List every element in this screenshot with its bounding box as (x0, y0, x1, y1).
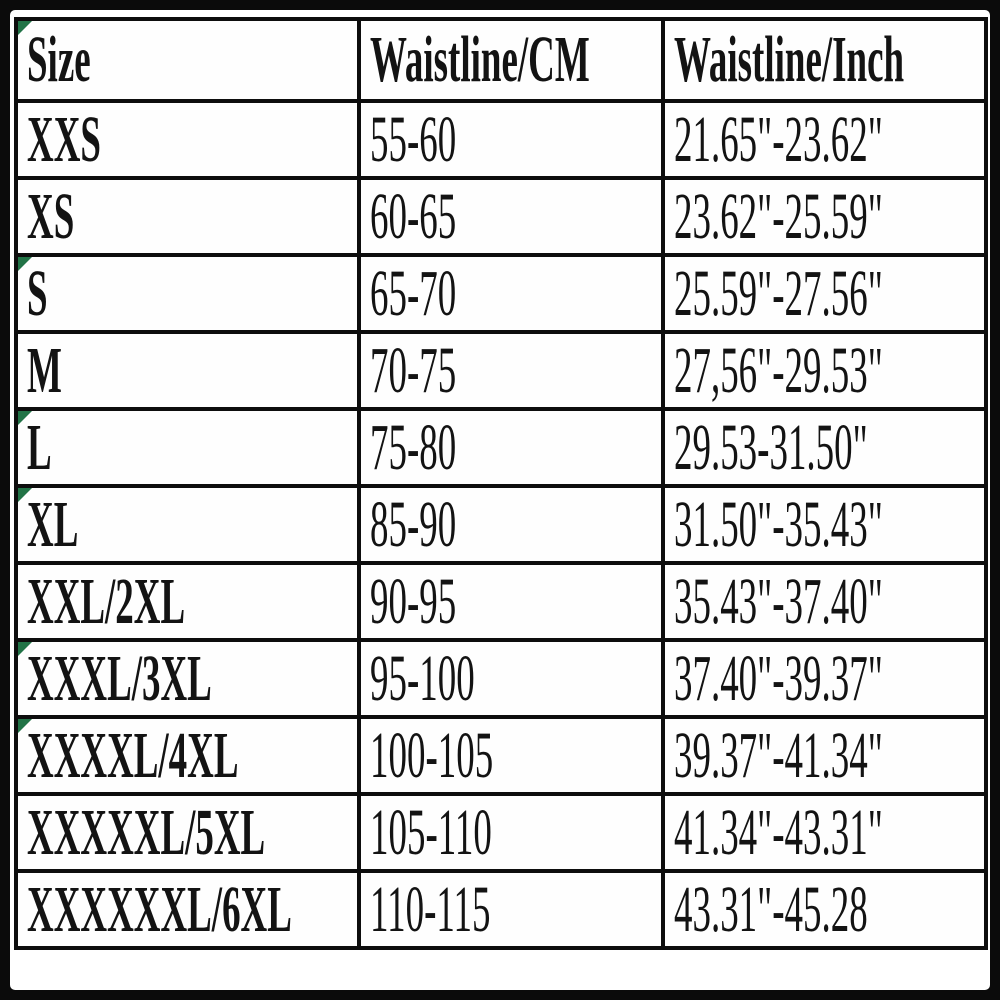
size-cell (16, 332, 359, 409)
waistline-inch-cell (663, 255, 986, 332)
size-cell (16, 409, 359, 486)
waistline-cm-cell-text: 55-60 (370, 102, 457, 176)
size-cell-text: L (27, 410, 52, 484)
size-cell-text: XL (27, 487, 79, 561)
table-row (16, 486, 986, 563)
waistline-cm-cell (359, 794, 663, 871)
waistline-cm-cell-text: 85-90 (370, 487, 457, 561)
table-row (16, 871, 986, 948)
waistline-cm-cell-text: 95-100 (370, 641, 475, 715)
table-row (16, 794, 986, 871)
size-cell-text: XXXXL/4XL (27, 718, 239, 792)
size-cell (16, 717, 359, 794)
waistline-inch-cell (663, 409, 986, 486)
size-cell (16, 101, 359, 178)
waistline-inch-cell (663, 332, 986, 409)
waistline-cm-cell-text: 70-75 (370, 333, 457, 407)
waistline-cm-cell (359, 563, 663, 640)
waistline-inch-cell (663, 563, 986, 640)
waistline-cm-cell (359, 717, 663, 794)
waistline-inch-cell (663, 486, 986, 563)
waistline-inch-cell-text: 25.59"-27.56" (674, 256, 883, 330)
waistline-cm-cell (359, 486, 663, 563)
table-row (16, 717, 986, 794)
waistline-inch-cell (663, 178, 986, 255)
size-cell (16, 871, 359, 948)
waistline-inch-cell-text: 35.43"-37.40" (674, 564, 883, 638)
table-row (16, 178, 986, 255)
table-row (16, 332, 986, 409)
table-row (16, 101, 986, 178)
waistline-inch-cell (663, 640, 986, 717)
waistline-inch-cell-text: 27,56"-29.53" (674, 333, 883, 407)
header-size-cell (16, 19, 359, 101)
size-cell-text: M (27, 333, 62, 407)
header-inch-cell (663, 19, 986, 101)
waistline-inch-cell-text: 23.62"-25.59" (674, 179, 883, 253)
waistline-inch-cell (663, 794, 986, 871)
waistline-inch-cell-text: 37.40"-39.37" (674, 641, 883, 715)
size-chart-table (14, 17, 988, 950)
size-cell (16, 794, 359, 871)
waistline-inch-cell-text: 21.65"-23.62" (674, 102, 883, 176)
waistline-inch-cell (663, 101, 986, 178)
header-cm-cell (359, 19, 663, 101)
waistline-inch-cell (663, 717, 986, 794)
size-cell-text: XXXXXL/5XL (27, 795, 266, 869)
size-cell (16, 640, 359, 717)
waistline-cm-cell-text: 60-65 (370, 179, 457, 253)
waistline-inch-cell (663, 871, 986, 948)
waistline-cm-cell (359, 640, 663, 717)
size-cell-text: XS (27, 179, 75, 253)
header-cm-label: Waistline/CM (370, 23, 590, 96)
waistline-cm-cell-text: 100-105 (370, 718, 494, 792)
waistline-inch-cell-text: 29.53-31.50" (674, 410, 868, 484)
waistline-cm-cell-text: 65-70 (370, 256, 457, 330)
table-body (16, 101, 986, 948)
size-cell (16, 563, 359, 640)
waistline-cm-cell (359, 332, 663, 409)
table-row (16, 409, 986, 486)
size-cell-text: S (27, 256, 48, 330)
waistline-cm-cell (359, 409, 663, 486)
table-row (16, 640, 986, 717)
chart-panel (10, 10, 990, 990)
waistline-cm-cell-text: 90-95 (370, 564, 457, 638)
waistline-inch-cell-text: 41.34"-43.31" (674, 795, 883, 869)
size-cell-text: XXS (27, 102, 101, 176)
waistline-inch-cell-text: 43.31"-45.28 (674, 872, 868, 946)
waistline-inch-cell-text: 39.37"-41.34" (674, 718, 883, 792)
waistline-cm-cell-text: 105-110 (370, 795, 492, 869)
waistline-cm-cell (359, 178, 663, 255)
size-cell-text: XXXL/3XL (27, 641, 212, 715)
size-cell (16, 255, 359, 332)
waistline-cm-cell (359, 101, 663, 178)
size-cell-text: XXL/2XL (27, 564, 186, 638)
size-cell-text: XXXXXXL/6XL (27, 872, 292, 946)
size-cell (16, 486, 359, 563)
header-row (16, 19, 986, 101)
table-row (16, 255, 986, 332)
waistline-inch-cell-text: 31.50"-35.43" (674, 487, 883, 561)
table-row (16, 563, 986, 640)
waistline-cm-cell (359, 255, 663, 332)
size-cell (16, 178, 359, 255)
header-size-label: Size (27, 23, 91, 96)
waistline-cm-cell-text: 75-80 (370, 410, 457, 484)
header-inch-label: Waistline/Inch (674, 23, 905, 96)
waistline-cm-cell (359, 871, 663, 948)
waistline-cm-cell-text: 110-115 (370, 872, 491, 946)
